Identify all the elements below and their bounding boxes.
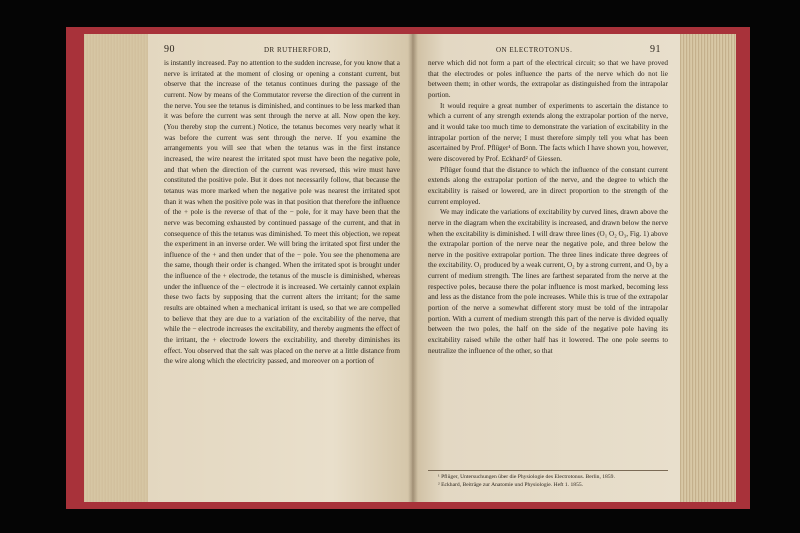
left-page-edges bbox=[84, 34, 150, 502]
right-paragraph: We may indicate the variations of excitability by curved lines, drawn above the nerve in the diagram when the excitability is increased, and drawn below the nerve when the excitability is diminished. I will draw three lines (O₁ O₂ O₃, Fig. 1) above the extrapolar portion of the nerve near the negative pole, and three below the nerve in the positive extrapolar portion. The three lines indicate three degrees of the excitability. O₁ produced by a weak current, O₂ by a strong current, and O₃ by a current of medium strength. The lines are farthest separated from the nerve at the respective poles, because there the polar influence is most marked, becoming less and less as the distance from the pole increases. While this is true of the extrapolar portion of the nerve a somewhat different story must be told of the intrapolar portion. With a current of medium strength this part of the nerve is divided equally between the two poles, the half on the side of the negative pole having its excitability raised while the other half has it lowered. The one pole seems to neutralize the influence of the other, so that bbox=[428, 208, 668, 355]
right-paragraph: It would require a great number of experiments to ascertain the distance to which a current of any strength extends along the extrapolar portion of the nerve, and it would take too much time to demonstrate the variation of excitability in the intrapolar portion of the nerve; I must therefore simply tell you what has been ascertained by Prof. Pflüger¹ of Bonn. The facts which I have shown you, however, were discovered by Prof. Eckhard² of Giessen. bbox=[428, 101, 668, 163]
right-paragraph: nerve which did not form a part of the electrical circuit; so that we have proved that the electrodes or poles influence the parts of the nerve which do not lie between them; in other words, the extrapolar as distinguished from the intrapolar portion. bbox=[428, 59, 668, 99]
left-page-text bbox=[164, 58, 400, 367]
right-paragraph: Pflüger found that the distance to which the influence of the constant current extends along the extrapolar portion of the nerve, and the degree to which the excitability is raised or lowered, are in direct proportion to the strength of the current employed. bbox=[428, 165, 668, 206]
book-gutter bbox=[408, 34, 418, 502]
right-page-number: 91 bbox=[650, 44, 661, 55]
left-paragraph: is instantly increased. Pay no attention to the sudden increase, for you know that a nerve is irritated at the moment of closing or opening a constant current, but observe that the increase of the tetanus continues during the passage of the current. Now by means of the Commutator reverse the direction of the current in the nerve. You see the tetanus is diminished, and continues to be less marked than it was before the current was sent through the nerve at all. Now open the key. (You thereby stop the current.) Notice, the tetanus becomes very nearly what it was before the current was sent through the nerve. If you examine the arrangements you will see that when the tetanus was in the first instance increased, the wire nearest the irritated spot must have been the negative pole, and that when the direction of the current was reversed, this wire must have constituted the positive pole. But it does not necessarily follow, that because the tetanus was more marked when the negative pole was nearest the irritated spot than it was when the positive pole was in that position that therefore the influence of the + pole is the reverse of that of the − pole, for it may have been that the nerve was becoming exhausted by continued passage of the current, and that in consequence of this the tetanus was diminished. To meet this objection, we repeat the experiment in an inverse order. We will bring the irritated spot first under the influence of the + and then under that of the − pole. You see the phenomena are the same, though their order is changed. When the irritated spot is brought under the influence of the + electrode, the tetanus of the muscle is diminished, whereas under the influence of the − electrode it is increased. We certainly cannot explain these two facts by supposing that the current alters the irritant; for the same results are obtained when a mechanical irritant is used, so that we are compelled to believe that they are due to a variation of the excitability of the nerve, that while the − electrode increases the excitability, and thereby augments the effect of the irritant, the + electrode lowers the excitability, and thereby diminishes its effect. You observed that the salt was placed on the nerve at a little distance from the wire along which the electricity passed, and moreover on a portion of bbox=[164, 59, 400, 366]
left-page bbox=[148, 34, 412, 502]
right-page-edges bbox=[678, 34, 736, 502]
left-running-head: DR RUTHERFORD, bbox=[264, 46, 331, 54]
footnote: ² Eckhard, Beiträge zur Anatomie und Physiologie. Heft 1. 1855. bbox=[438, 482, 584, 488]
right-page-text bbox=[428, 58, 668, 356]
footnotes bbox=[428, 470, 668, 489]
left-page-number: 90 bbox=[164, 44, 175, 55]
right-page bbox=[412, 34, 680, 502]
right-running-head: ON ELECTROTONUS. bbox=[496, 46, 573, 54]
footnote: ¹ Pflüger, Untersuchungen über die Physiologie des Electrotonus. Berlin, 1859. bbox=[438, 474, 615, 480]
